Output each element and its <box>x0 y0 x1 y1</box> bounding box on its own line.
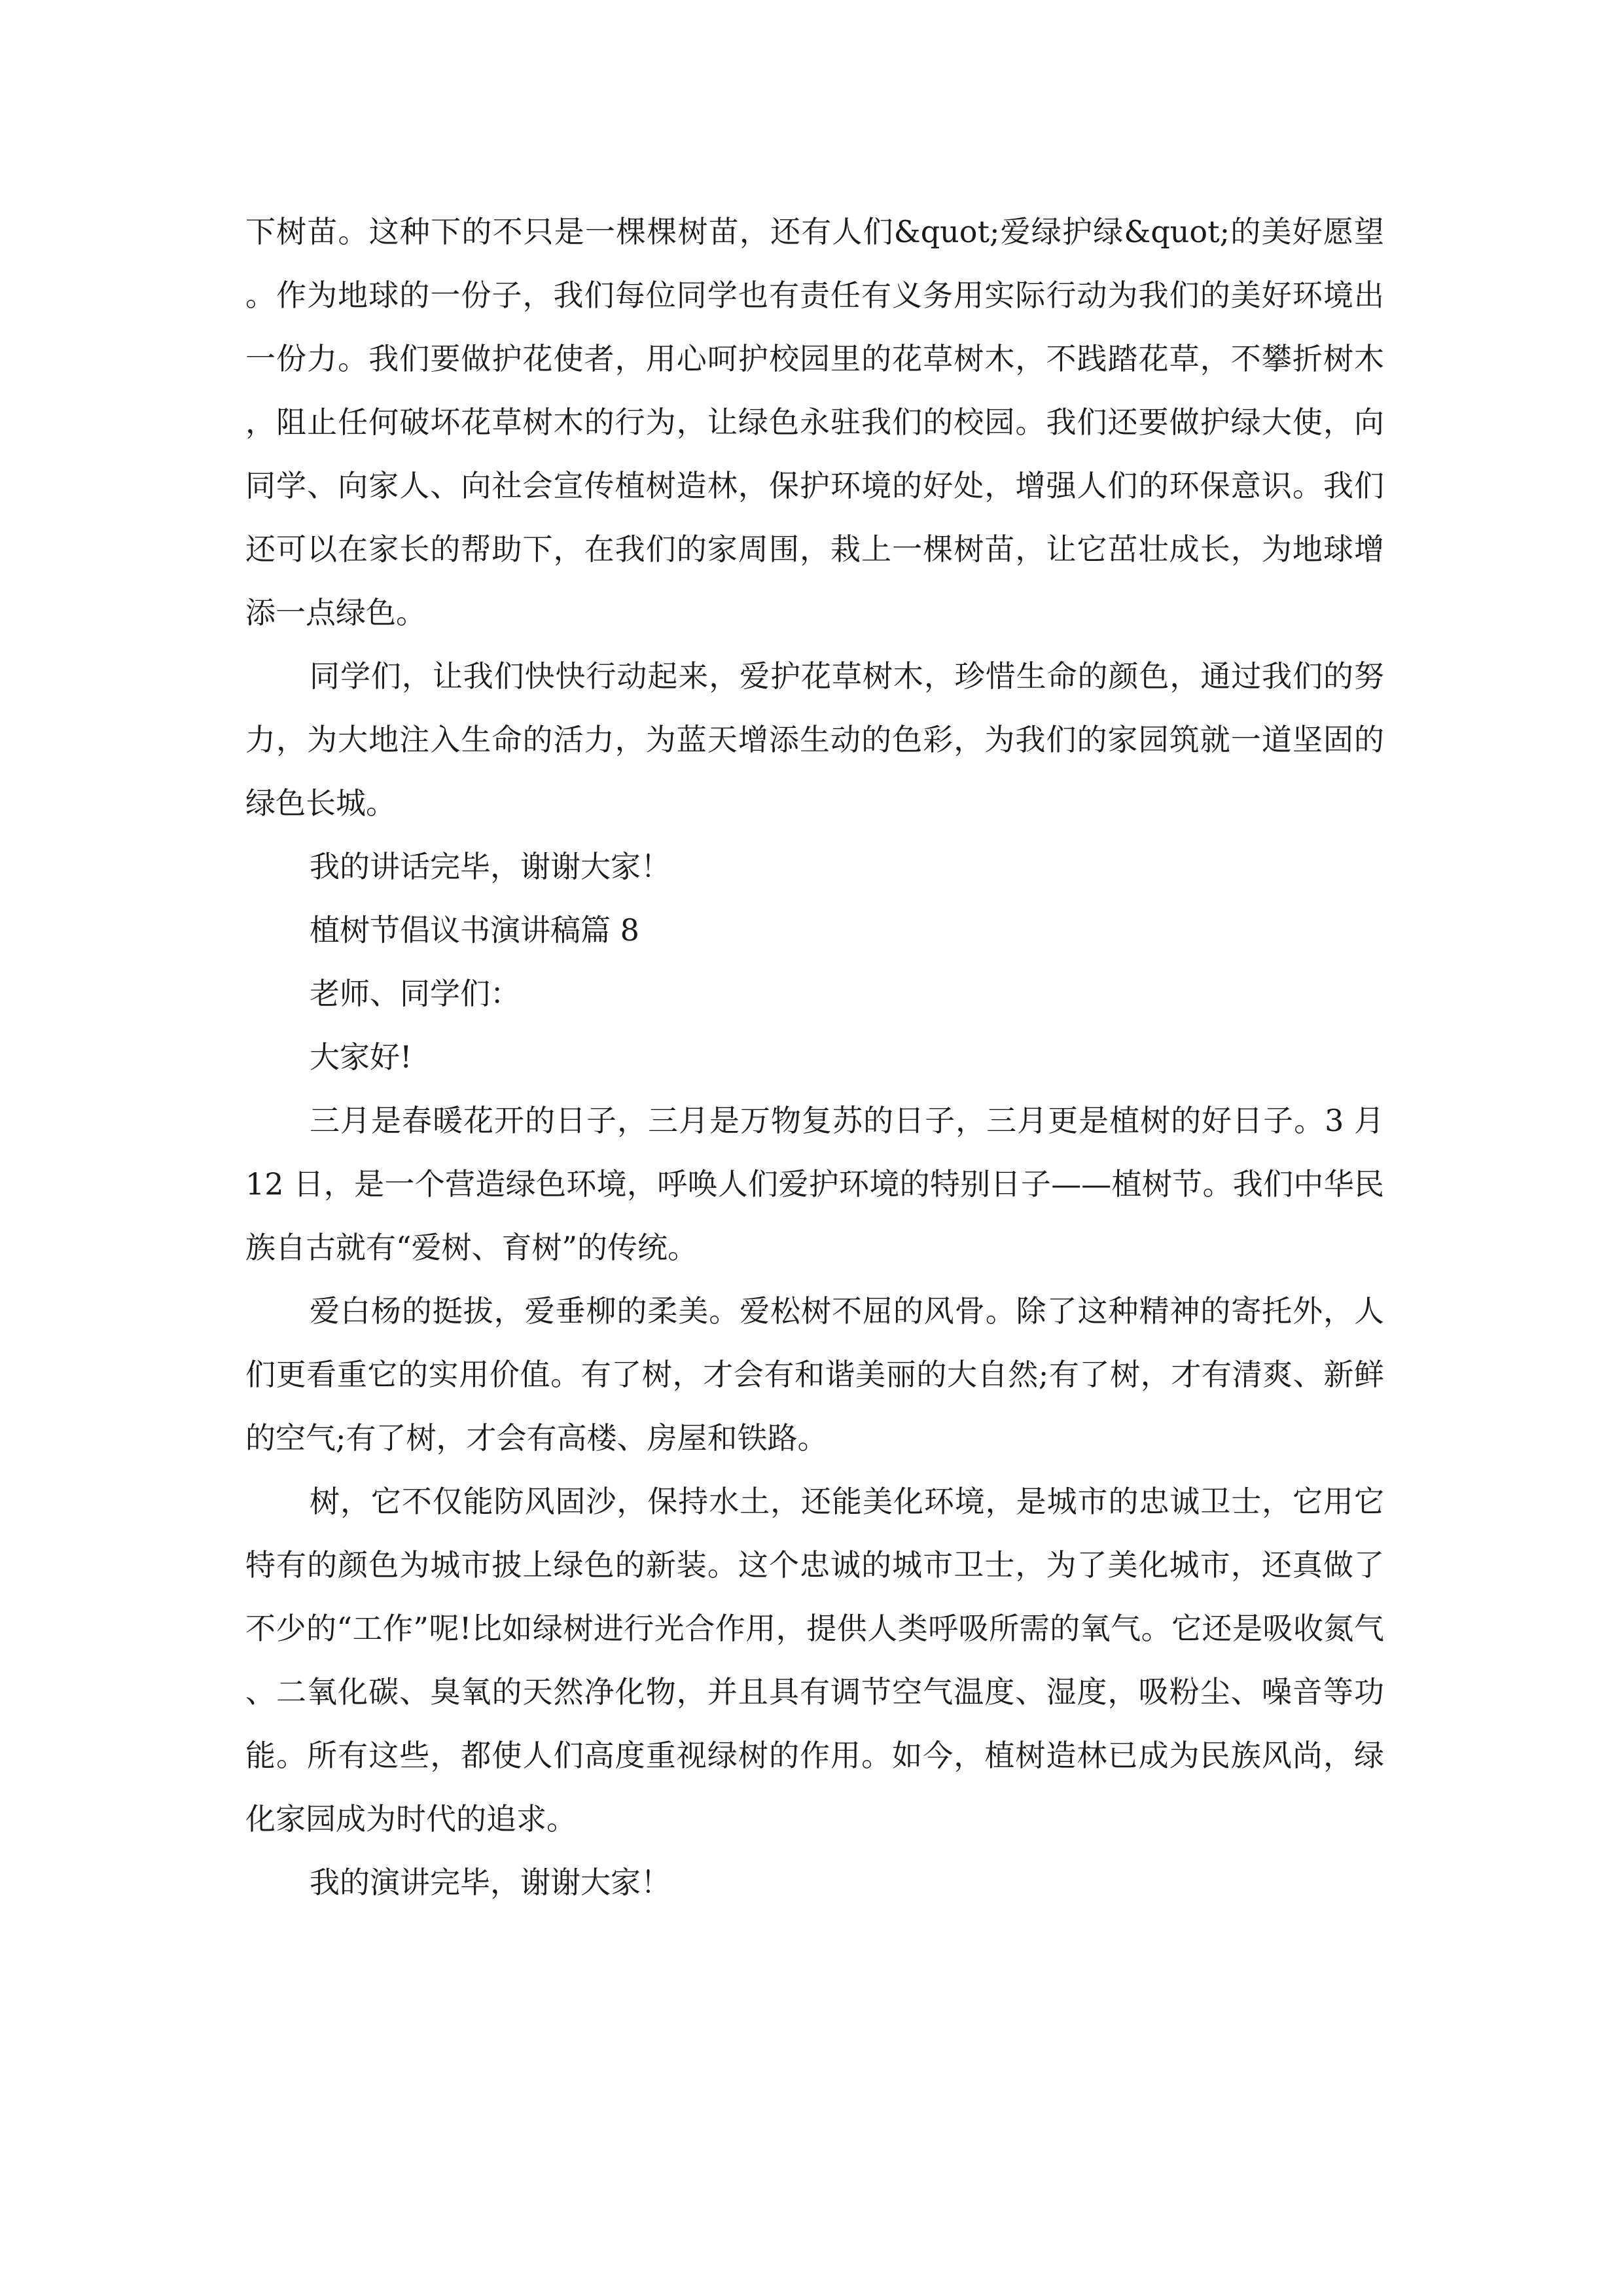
paragraph-tree-value: 爱白杨的挺拔，爱垂柳的柔美。爱松树不屈的风骨。除了这种精神的寄托外，人们更看重它的实用价值。有了树，才会有和谐美丽的大自然;有了树，才有清爽、新鲜的空气;有了树，才会有高楼、房屋和铁路。 <box>245 1293 1384 1456</box>
paragraph-closing-thanks: 我的讲话完毕，谢谢大家！ <box>310 849 671 884</box>
paragraph-call-to-action: 同学们，让我们快快行动起来，爱护花草树木，珍惜生命的颜色，通过我们的努力，为大地注入生命的活力，为蓝天增添生动的色彩，为我们的家园筑就一道坚固的绿色长城。 <box>245 658 1384 821</box>
paragraph-continuation: 下树苗。这种下的不只是一棵棵树苗，还有人们&quot;爱绿护绿&quot;的美好愿望。作为地球的一份子，我们每位同学也有责任有义务用实际行动为我们的美好环境出一份力。我们要做护花使者，用心呵护校园里的花草树木，不践踏花草，不攀折树木，阻止任何破坏花草树木的行为，让绿色永驻我们的校园。我们还要做护绿大使，向同学、向家人、向社会宣传植树造林，保护环境的好处，增强人们的环保意识。我们还可以在家长的帮助下，在我们的家周围，栽上一棵树苗，让它茁壮成长，为地球增添一点绿色。 <box>245 214 1384 630</box>
greeting: 大家好! <box>310 1039 412 1075</box>
paragraph-speech-end: 我的演讲完毕，谢谢大家！ <box>310 1865 671 1900</box>
document-body <box>245 200 1384 1914</box>
salutation: 老师、同学们： <box>310 976 520 1011</box>
section-heading: 植树节倡议书演讲稿篇 8 <box>310 912 639 948</box>
paragraph-tree-functions: 树，它不仅能防风固沙，保持水土，还能美化环境，是城市的忠诚卫士，它用它特有的颜色为城市披上绿色的新装。这个忠诚的城市卫士，为了美化城市，还真做了不少的“工作”呢!比如绿树进行光合作用，提供人类呼吸所需的氧气。它还是吸收氮气、二氧化碳、臭氧的天然净化物，并且具有调节空气温度、湿度，吸粉尘、噪音等功能。所有这些，都使人们高度重视绿树的作用。如今，植树造林已成为民族风尚，绿化家园成为时代的追求。 <box>245 1484 1384 1837</box>
paragraph-arbor-day-intro: 三月是春暖花开的日子，三月是万物复苏的日子，三月更是植树的好日子。3 月 12 日，是一个营造绿色环境，呼唤人们爱护环境的特别日子——植树节。我们中华民族自古就有“爱树、育树”的传统。 <box>245 1103 1384 1265</box>
